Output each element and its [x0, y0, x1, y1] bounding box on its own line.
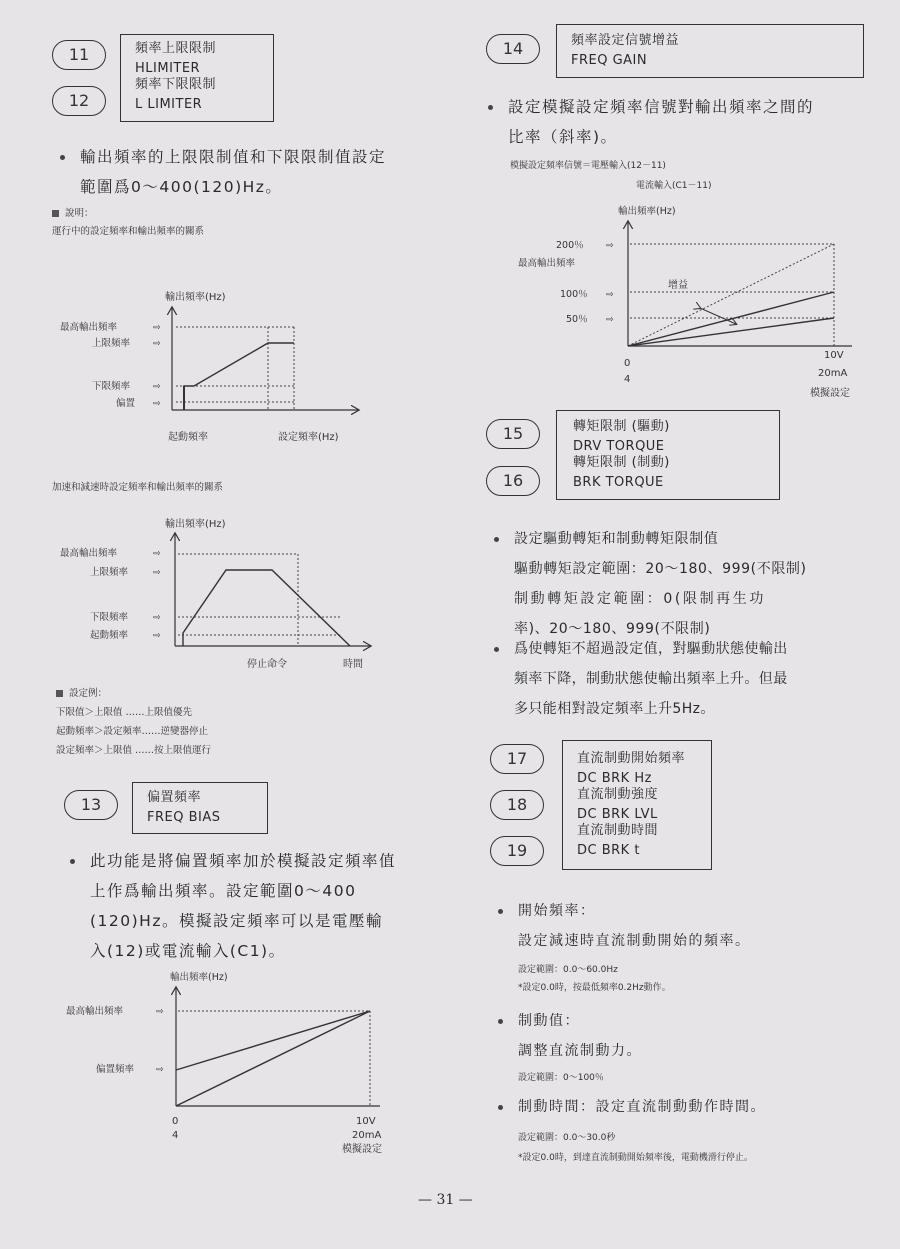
- chart2-xlabel-stop: 停止命令: [247, 659, 287, 670]
- arrow-glyph: ⇨: [153, 339, 161, 349]
- chart1-xlabel-start: 起動頻率: [168, 432, 208, 443]
- title-line: FREQ GAIN: [571, 53, 648, 68]
- chart2-label-lower: 下限頻率: [90, 612, 129, 623]
- chart4-label-max: 最高輸出頻率: [518, 258, 576, 269]
- bullet-dot: [498, 1019, 503, 1024]
- arrow-glyph: ⇨: [156, 1007, 164, 1017]
- title-line: 直流制動開始頻率: [577, 751, 686, 766]
- title-line: DRV TORQUE: [573, 439, 665, 454]
- chart3-ylabel: 輸出頻率(Hz): [170, 972, 228, 983]
- title-line: BRK TORQUE: [573, 475, 664, 490]
- chart-gain: [510, 196, 870, 406]
- chart4-ylabel: 輸出頻率(Hz): [618, 206, 676, 217]
- bullet-line: 多只能相對設定頻率上升5Hz。: [514, 701, 715, 717]
- arrow-glyph: ⇨: [606, 315, 614, 325]
- item-desc: 調整直流制動力。: [518, 1043, 642, 1059]
- title-line: 直流制動時間: [577, 823, 659, 838]
- bullet-dot: [494, 647, 499, 652]
- title-line: 轉矩限制 (驅動): [573, 419, 670, 434]
- chart4-label-200: 200％: [556, 240, 584, 251]
- bullet-line: 範圍爲0～400(120)Hz。: [80, 178, 283, 196]
- chart4-x1b: 20mA: [818, 368, 848, 379]
- parameter-title-box-11-12: [120, 34, 274, 122]
- chart4-gain-label: 增益: [668, 280, 688, 291]
- bullet-line: 入(12)或電流輸入(C1)。: [90, 942, 286, 960]
- chart1-label-lower: 下限頻率: [92, 381, 131, 392]
- item-range: 設定範圍：0.0～60.0Hz: [518, 965, 618, 975]
- parameter-number-17: 17: [490, 744, 544, 774]
- chart4-x1: 10V: [824, 350, 844, 361]
- page-number: — 31 —: [418, 1192, 473, 1208]
- bullet-line: 爲使轉矩不超過設定值，對驅動狀態使輸出: [514, 641, 788, 657]
- arrow-glyph: ⇨: [156, 1065, 164, 1075]
- title-line: 轉矩限制 (制動): [573, 455, 670, 470]
- parameter-number-13: 13: [64, 790, 118, 820]
- item-brake-time: [518, 1092, 766, 1122]
- chart3-x1: 10V: [356, 1116, 376, 1127]
- item-title: 制動時間：設定直流制動動作時間。: [518, 1099, 766, 1115]
- chart2-label-upper: 上限頻率: [90, 567, 129, 578]
- chart4-x0b: 4: [624, 374, 631, 385]
- bullet-dot: [498, 909, 503, 914]
- chart-limiter-accel-decel: [40, 512, 390, 677]
- title-line: 直流制動強度: [577, 787, 659, 802]
- title-line: 頻率上限限制: [135, 41, 217, 56]
- title-line: 頻率下限限制: [135, 77, 217, 92]
- chart2-ylabel: 輸出頻率(Hz): [165, 519, 226, 530]
- chart3-label-bias: 偏置頻率: [96, 1064, 135, 1075]
- arrow-glyph: ⇨: [153, 399, 161, 409]
- example-line: 設定頻率＞上限值 ……按上限值運行: [56, 745, 212, 756]
- example-heading: 設定例：: [56, 686, 107, 702]
- bullet-line: 設定驅動轉矩和制動轉矩限制值: [514, 531, 719, 547]
- chart2-label-start: 起動頻率: [90, 630, 129, 641]
- parameter-number-15: 15: [486, 419, 540, 449]
- arrow-glyph: ⇨: [153, 631, 161, 641]
- title-line: FREQ BIAS: [147, 810, 221, 825]
- note-line: 運行中的設定頻率和輸出頻率的關系: [52, 226, 205, 237]
- bullet-dot: [60, 155, 65, 160]
- bullet-line: 輸出頻率的上限限制值和下限限制值設定: [80, 148, 387, 166]
- note-heading: 說明：: [52, 206, 94, 222]
- bullet-bias: [90, 846, 460, 966]
- bullet-dot: [498, 1105, 503, 1110]
- item-range: 設定範圍：0.0～30.0秒: [518, 1133, 616, 1143]
- formula-line: 電流輸入(C1－11): [636, 181, 712, 191]
- parameter-title-box-14: [556, 24, 864, 78]
- parameter-number-18: 18: [490, 790, 544, 820]
- bullet-line: 率)、20～180、999(不限制): [514, 621, 711, 637]
- item-title: 制動值：: [518, 1013, 580, 1029]
- title-line: 偏置頻率: [147, 790, 202, 805]
- parameter-title-box-15-16: [556, 410, 780, 500]
- chart-bias: [60, 966, 410, 1161]
- item-note: *設定0.0時，到達直流制動開始頻率後，電動機滑行停止。: [518, 1153, 753, 1163]
- chart3-x0b: 4: [172, 1130, 179, 1141]
- chart-limiter-steady: [40, 280, 380, 455]
- arrow-glyph: ⇨: [153, 323, 161, 333]
- parameter-number-16: 16: [486, 466, 540, 496]
- bullet-line: 比率（斜率)。: [508, 128, 618, 146]
- chart4-x1c: 模擬設定: [810, 388, 850, 399]
- item-note: *設定0.0時，按最低頻率0.2Hz動作。: [518, 983, 671, 993]
- chart3-x1c: 模擬設定: [342, 1144, 382, 1155]
- chart3-x0: 0: [172, 1116, 179, 1127]
- chart1-xlabel-set: 設定頻率(Hz): [278, 432, 339, 443]
- bullet-dot: [488, 105, 493, 110]
- arrow-glyph: ⇨: [153, 382, 161, 392]
- chart1-label-max: 最高輸出頻率: [60, 322, 118, 333]
- accel-caption: 加速和減速時設定頻率和輸出頻率的關系: [52, 482, 224, 493]
- title-line: L LIMITER: [135, 97, 203, 112]
- parameter-number-19: 19: [490, 836, 544, 866]
- item-range: 設定範圍：0～100％: [518, 1073, 604, 1083]
- title-line: DC BRK t: [577, 843, 640, 858]
- parameter-number-14: 14: [486, 34, 540, 64]
- bullet-line: 上作爲輸出頻率。設定範圍0～400: [90, 882, 357, 900]
- chart1-label-upper: 上限頻率: [92, 338, 131, 349]
- bullet-line: 頻率下降，制動狀態使輸出頻率上升。但最: [514, 671, 788, 687]
- bullet-torque-behavior: [514, 634, 870, 724]
- item-start-frequency: [518, 896, 751, 956]
- arrow-glyph: ⇨: [153, 549, 161, 559]
- item-desc: 設定減速時直流制動開始的頻率。: [518, 933, 751, 949]
- title-line: DC BRK Hz: [577, 771, 652, 786]
- example-line: 下限值＞上限值 ……上限值優先: [56, 707, 193, 718]
- bullet-dot: [70, 859, 75, 864]
- parameter-number-11: 11: [52, 40, 106, 70]
- bullet-line: 此功能是將偏置頻率加於模擬設定頻率值: [90, 852, 397, 870]
- example-line: 起動頻率＞設定頻率……逆變器停止: [56, 726, 209, 737]
- bullet-line: 制動轉矩設定範圍：0(限制再生功: [514, 591, 766, 607]
- bullet-line: 設定模擬設定頻率信號對輸出頻率之間的: [508, 98, 815, 116]
- parameter-title-box-17-19: [562, 740, 712, 870]
- title-line: DC BRK LVL: [577, 807, 658, 822]
- chart4-label-50: 50％: [566, 314, 588, 325]
- chart4-label-100: 100％: [560, 289, 588, 300]
- bullet-dot: [494, 537, 499, 542]
- chart3-label-max: 最高輸出頻率: [66, 1006, 124, 1017]
- title-line: 頻率設定信號增益: [571, 33, 680, 48]
- arrow-glyph: ⇨: [153, 568, 161, 578]
- bullet-limiter: [80, 142, 460, 202]
- arrow-glyph: ⇨: [606, 241, 614, 251]
- bullet-line: (120)Hz。模擬設定頻率可以是電壓輸: [90, 912, 383, 930]
- title-line: HLIMITER: [135, 61, 201, 76]
- chart4-x0: 0: [624, 358, 631, 369]
- formula-line: 模擬設定頻率信號＝電壓輸入(12－11): [510, 161, 666, 171]
- item-brake-level: [518, 1006, 642, 1066]
- item-title: 開始頻率：: [518, 903, 596, 919]
- chart1-ylabel: 輸出頻率(Hz): [165, 292, 226, 303]
- chart2-xlabel-time: 時間: [343, 659, 363, 670]
- chart3-x1b: 20mA: [352, 1130, 382, 1141]
- parameter-title-box-13: [132, 782, 268, 834]
- arrow-glyph: ⇨: [153, 613, 161, 623]
- bullet-line: 驅動轉矩設定範圍：20～180、999(不限制): [514, 561, 807, 577]
- arrow-glyph: ⇨: [606, 290, 614, 300]
- bullet-torque-range: [514, 524, 870, 644]
- parameter-number-12: 12: [52, 86, 106, 116]
- chart1-label-bias: 偏置: [116, 398, 136, 409]
- bullet-gain: [508, 92, 878, 152]
- chart2-label-max: 最高輸出頻率: [60, 548, 118, 559]
